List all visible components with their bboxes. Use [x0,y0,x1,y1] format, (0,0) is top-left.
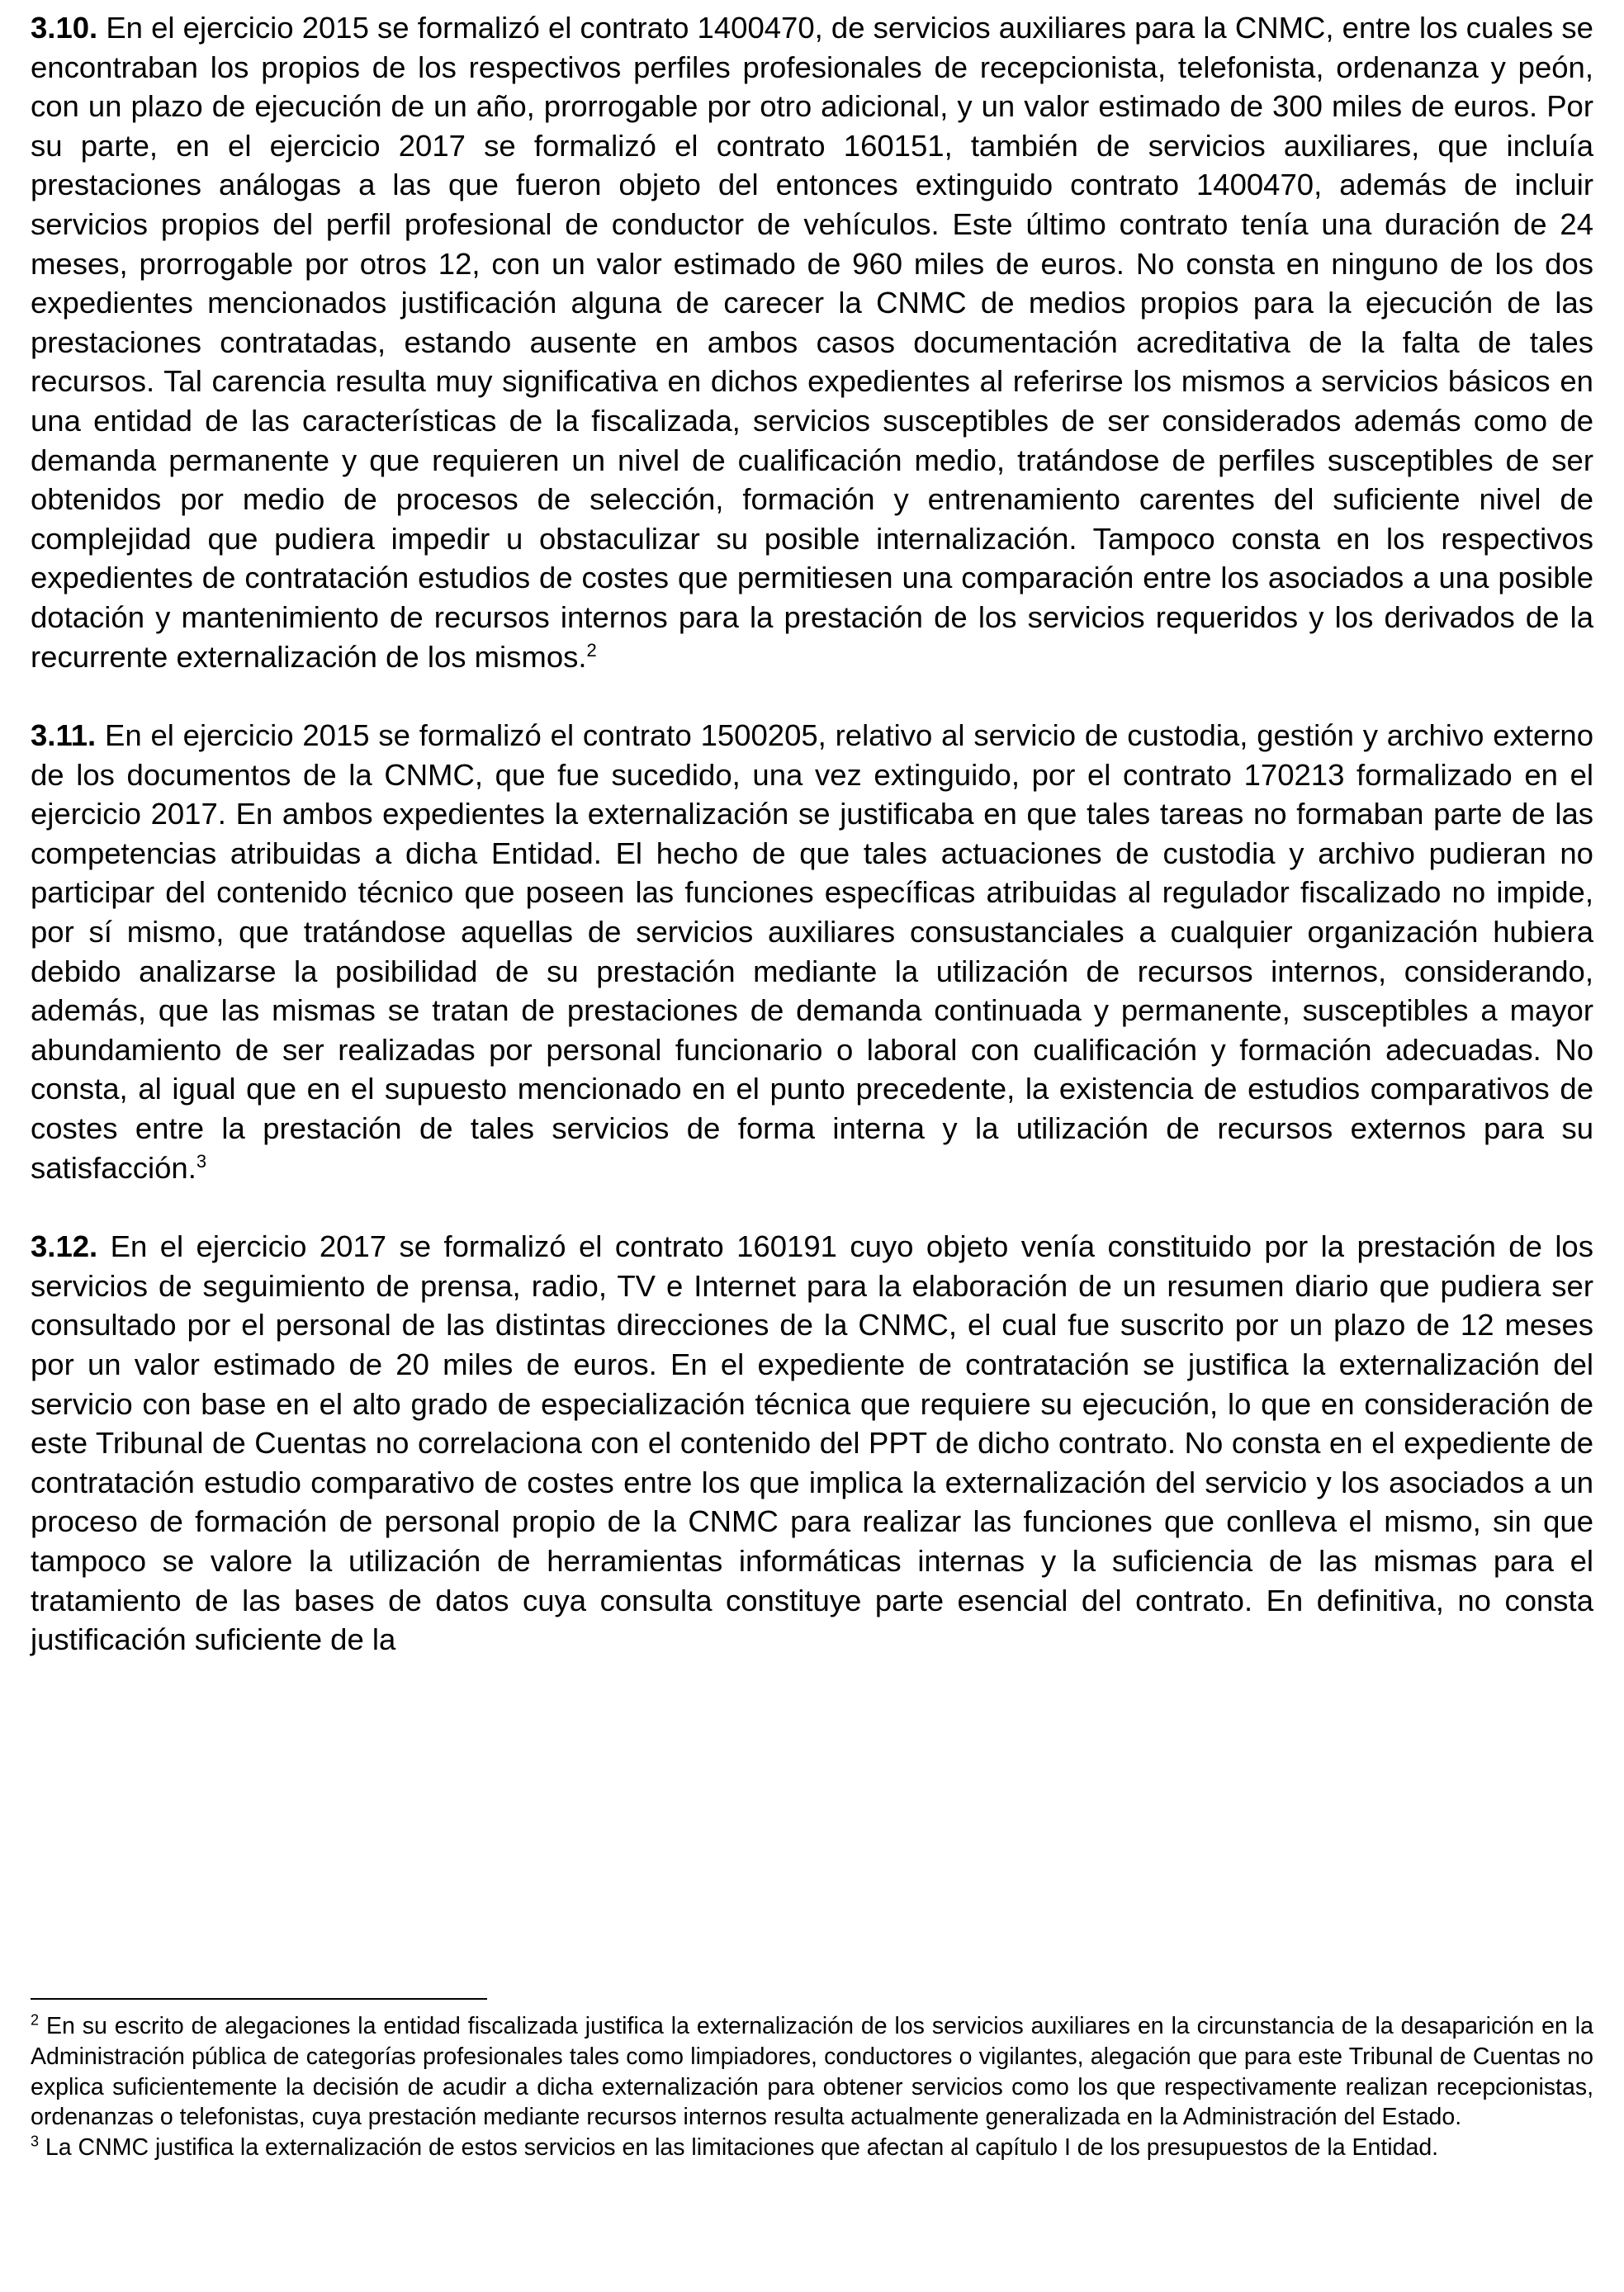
paragraph-3-12 [31,1227,1593,1660]
paragraph-number: 3.11. [31,718,97,753]
footnote-text: En su escrito de alegaciones la entidad fiscalizada justifica la externalización de los servicios auxiliares en la circunstancia de la desaparición en la Administración pública de categorías profesionales tales como limpiadores, conductores o vigilantes, alegación que para este Tribunal de Cuentas no explica suficientemente la decisión de acudir a dicha externalización para obtener servicios como los que respectivamente realizan recepcionistas, ordenanzas o telefonistas, cuya prestación mediante recursos internos resulta actualmente generalizada en la Administración del Estado. [31,2013,1593,2131]
paragraph-text: En el ejercicio 2015 se formalizó el contrato 1500205, relativo al servicio de custodia, gestión y archivo externo de los documentos de la CNMC, que fue sucedido, una vez extinguido, por el contrato 170213 formalizado en el ejercicio 2017. En ambos expedientes la externalización se justificaba en que tales tareas no formaban parte de las competencias atribuidas a dicha Entidad. El hecho de que tales actuaciones de custodia y archivo pudieran no participar del contenido técnico que poseen las funciones específicas atribuidas al regulador fiscalizado no impide, por sí mismo, que tratándose aquellas de servicios auxiliares consustanciales a cualquier organización hubiera debido analizarse la posibilidad de su prestación mediante la utilización de recursos internos, considerando, además, que las mismas se tratan de prestaciones de demanda continuada y permanente, susceptibles a mayor abundamiento de ser realizadas por personal funcionario o laboral con cualificación y formación adecuadas. No consta, al igual que en el supuesto mencionado en el punto precedente, la existencia de estudios comparativos de costes entre la prestación de tales servicios de forma interna y la utilización de recursos externos para su satisfacción. [31,718,1593,1185]
footnote-reference[interactable]: 2 [586,639,597,661]
footnote-marker: 3 [31,2133,40,2150]
footnote-2 [31,2011,1593,2133]
paragraph-text: En el ejercicio 2017 se formalizó el contrato 160191 cuyo objeto venía constituido por la prestación de los servicios de seguimiento de prensa, radio, TV e Internet para la elaboración de un resumen diario que pudiera ser consultado por el personal de las distintas direcciones de la CNMC, el cual fue suscrito por un plazo de 12 meses por un valor estimado de 20 miles de euros. En el expediente de contratación se justifica la externalización del servicio con base en el alto grado de especialización técnica que requiere su ejecución, lo que en consideración de este Tribunal de Cuentas no correlaciona con el contenido del PPT de dicho contrato. No consta en el expediente de contratación estudio comparativo de costes entre los que implica la externalización del servicio y los asociados a un proceso de formación de personal propio de la CNMC para realizar las funciones que conlleva el mismo, sin que tampoco se valore la utilización de herramientas informáticas internas y la suficiencia de las mismas para el tratamiento de las bases de datos cuya consulta constituye parte esencial del contrato. En definitiva, no consta justificación suficiente de la [31,1229,1593,1657]
paragraph-3-11 [31,716,1593,1187]
footnote-marker: 2 [31,2011,40,2029]
footnote-reference[interactable]: 3 [196,1150,207,1172]
footnote-divider [31,1998,487,2000]
paragraph-number: 3.12. [31,1229,98,1264]
footnote-3 [31,2133,1593,2163]
footnote-text: La CNMC justifica la externalización de estos servicios en las limitaciones que afectan al capítulo I de los presupuestos de la Entidad. [39,2134,1439,2162]
paragraph-number: 3.10. [31,11,98,45]
footnotes-section [31,1998,1593,2163]
paragraph-text: En el ejercicio 2015 se formalizó el contrato 1400470, de servicios auxiliares para la CNMC, entre los cuales se encontraban los propios de los respectivos perfiles profesionales de recepcionista, telefonista, ordenanza y peón, con un plazo de ejecución de un año, prorrogable por otro adicional, y un valor estimado de 300 miles de euros. Por su parte, en el ejercicio 2017 se formalizó el contrato 160151, también de servicios auxiliares, que incluía prestaciones análogas a las que fueron objeto del entonces extinguido contrato 1400470, además de incluir servicios propios del perfil profesional de conductor de vehículos. Este último contrato tenía una duración de 24 meses, prorrogable por otros 12, con un valor estimado de 960 miles de euros. No consta en ninguno de los dos expedientes mencionados justificación alguna de carecer la CNMC de medios propios para la ejecución de las prestaciones contratadas, estando ausente en ambos casos documentación acreditativa de la falta de tales recursos. Tal carencia resulta muy significativa en dichos expedientes al referirse los mismos a servicios básicos en una entidad de las características de la fiscalizada, servicios susceptibles de ser considerados además como de demanda permanente y que requieren un nivel de cualificación medio, tratándose de perfiles susceptibles de ser obtenidos por medio de procesos de selección, formación y entrenamiento carentes del suficiente nivel de complejidad que pudiera impedir u obstaculizar su posible internalización. Tampoco consta en los respectivos expedientes de contratación estudios de costes que permitiesen una comparación entre los asociados a una posible dotación y mantenimiento de recursos internos para la prestación de los servicios requeridos y los derivados de la recurrente externalización de los mismos. [31,11,1593,674]
document-body [31,8,1593,1660]
paragraph-3-10 [31,8,1593,676]
